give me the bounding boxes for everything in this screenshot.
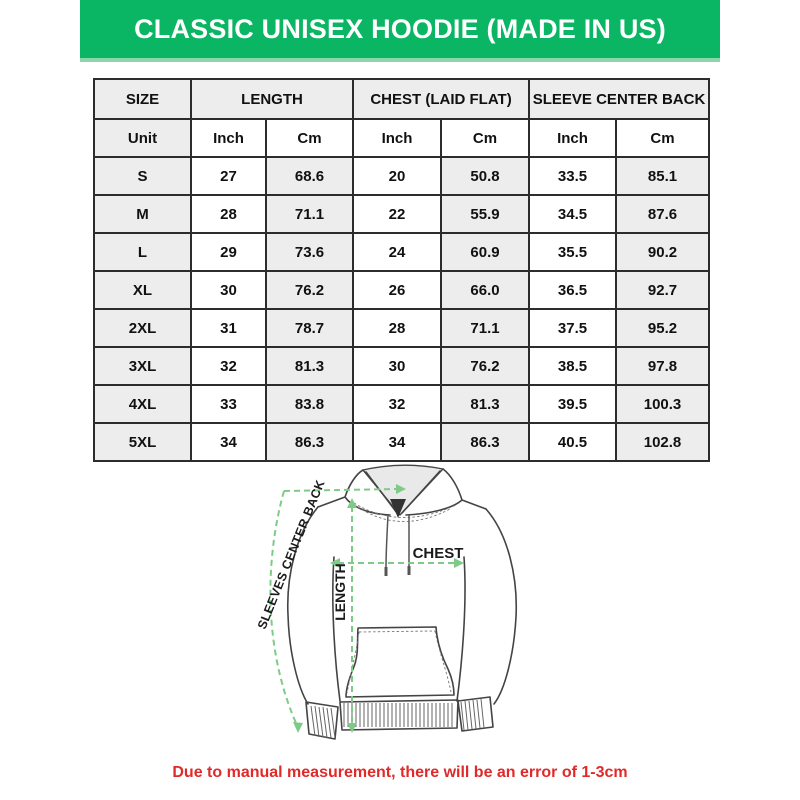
size-cell: S [94, 157, 191, 195]
sleeve-cm-cell: 95.2 [616, 309, 709, 347]
header-row [94, 79, 709, 119]
title-banner [80, 0, 720, 62]
col-header-size: SIZE [94, 79, 191, 119]
length-inch-cell: 27 [191, 157, 266, 195]
unit-cell: Inch [529, 119, 616, 157]
right-sleeve [486, 509, 516, 704]
unit-cell: Cm [616, 119, 709, 157]
length-cm-cell: 81.3 [266, 347, 353, 385]
chest-cm-cell: 86.3 [441, 423, 529, 461]
chest-inch-cell: 32 [353, 385, 441, 423]
col-header-sleeve: SLEEVE CENTER BACK [529, 79, 709, 119]
drawstring-aglets [386, 566, 409, 576]
chest-inch-cell: 22 [353, 195, 441, 233]
length-inch-cell: 34 [191, 423, 266, 461]
sleeve-inch-cell: 40.5 [529, 423, 616, 461]
sleeve-inch-cell: 39.5 [529, 385, 616, 423]
hoodie-measurement-diagram [250, 450, 550, 760]
chest-inch-cell: 20 [353, 157, 441, 195]
sleeve-inch-cell: 36.5 [529, 271, 616, 309]
col-header-chest: CHEST (LAID FLAT) [353, 79, 529, 119]
body-right-seam [457, 557, 465, 701]
col-header-length: LENGTH [191, 79, 353, 119]
sleeve-cm-cell: 85.1 [616, 157, 709, 195]
length-inch-cell: 32 [191, 347, 266, 385]
chest-cm-cell: 60.9 [441, 233, 529, 271]
length-inch-cell: 31 [191, 309, 266, 347]
table-row [94, 195, 709, 233]
chest-inch-cell: 26 [353, 271, 441, 309]
chest-cm-cell: 55.9 [441, 195, 529, 233]
arrowhead-down-icon [293, 722, 303, 733]
hoodie-line-drawing [250, 450, 550, 760]
chest-inch-cell: 30 [353, 347, 441, 385]
size-cell: XL [94, 271, 191, 309]
chest-label: CHEST [412, 545, 464, 562]
size-cell: 4XL [94, 385, 191, 423]
sleeve-cm-cell: 97.8 [616, 347, 709, 385]
length-inch-cell: 28 [191, 195, 266, 233]
page-title: CLASSIC UNISEX HOODIE (MADE IN US) [134, 13, 666, 44]
sleeve-inch-cell: 34.5 [529, 195, 616, 233]
right-cuff-ribbing [461, 699, 484, 730]
chest-cm-cell: 71.1 [441, 309, 529, 347]
length-cm-cell: 76.2 [266, 271, 353, 309]
chest-inch-cell: 28 [353, 309, 441, 347]
table-row [94, 271, 709, 309]
sleeve-cm-cell: 92.7 [616, 271, 709, 309]
chest-cm-cell: 81.3 [441, 385, 529, 423]
unit-cell: Inch [353, 119, 441, 157]
sleeve-cm-cell: 100.3 [616, 385, 709, 423]
kangaroo-pocket [346, 627, 454, 697]
table-row [94, 157, 709, 195]
chest-cm-cell: 76.2 [441, 347, 529, 385]
size-cell: 5XL [94, 423, 191, 461]
table-row [94, 385, 709, 423]
length-cm-cell: 86.3 [266, 423, 353, 461]
arrowhead-down-icon [347, 723, 357, 733]
length-inch-cell: 30 [191, 271, 266, 309]
unit-cell: Cm [266, 119, 353, 157]
length-cm-cell: 83.8 [266, 385, 353, 423]
arrowhead-up-icon [347, 498, 357, 508]
size-chart-table [93, 78, 710, 462]
unit-row [94, 119, 709, 157]
chest-inch-cell: 34 [353, 423, 441, 461]
sleeves-center-back-label: SLEEVES CENTER BACK [254, 477, 328, 632]
size-cell: 2XL [94, 309, 191, 347]
sleeve-inch-cell: 38.5 [529, 347, 616, 385]
sleeve-inch-cell: 37.5 [529, 309, 616, 347]
length-inch-cell: 29 [191, 233, 266, 271]
measurement-disclaimer: Due to manual measurement, there will be an error of 1-3cm [172, 764, 628, 781]
drawstrings [386, 515, 409, 567]
sleeve-cm-cell: 90.2 [616, 233, 709, 271]
table-row [94, 347, 709, 385]
sleeve-inch-cell: 35.5 [529, 233, 616, 271]
table-row [94, 309, 709, 347]
size-cell: L [94, 233, 191, 271]
length-cm-cell: 68.6 [266, 157, 353, 195]
length-inch-cell: 33 [191, 385, 266, 423]
left-cuff-ribbing [311, 706, 335, 738]
unit-cell: Inch [191, 119, 266, 157]
chest-inch-cell: 24 [353, 233, 441, 271]
hem-ribbing [344, 703, 452, 727]
size-cell: 3XL [94, 347, 191, 385]
length-label: LENGTH [332, 563, 348, 621]
length-cm-cell: 73.6 [266, 233, 353, 271]
sleeve-cm-cell: 102.8 [616, 423, 709, 461]
unit-label-cell: Unit [94, 119, 191, 157]
chest-cm-cell: 66.0 [441, 271, 529, 309]
table-row [94, 233, 709, 271]
length-cm-cell: 71.1 [266, 195, 353, 233]
sleeve-cm-cell: 87.6 [616, 195, 709, 233]
chest-cm-cell: 50.8 [441, 157, 529, 195]
size-cell: M [94, 195, 191, 233]
sleeve-inch-cell: 33.5 [529, 157, 616, 195]
length-cm-cell: 78.7 [266, 309, 353, 347]
unit-cell: Cm [441, 119, 529, 157]
